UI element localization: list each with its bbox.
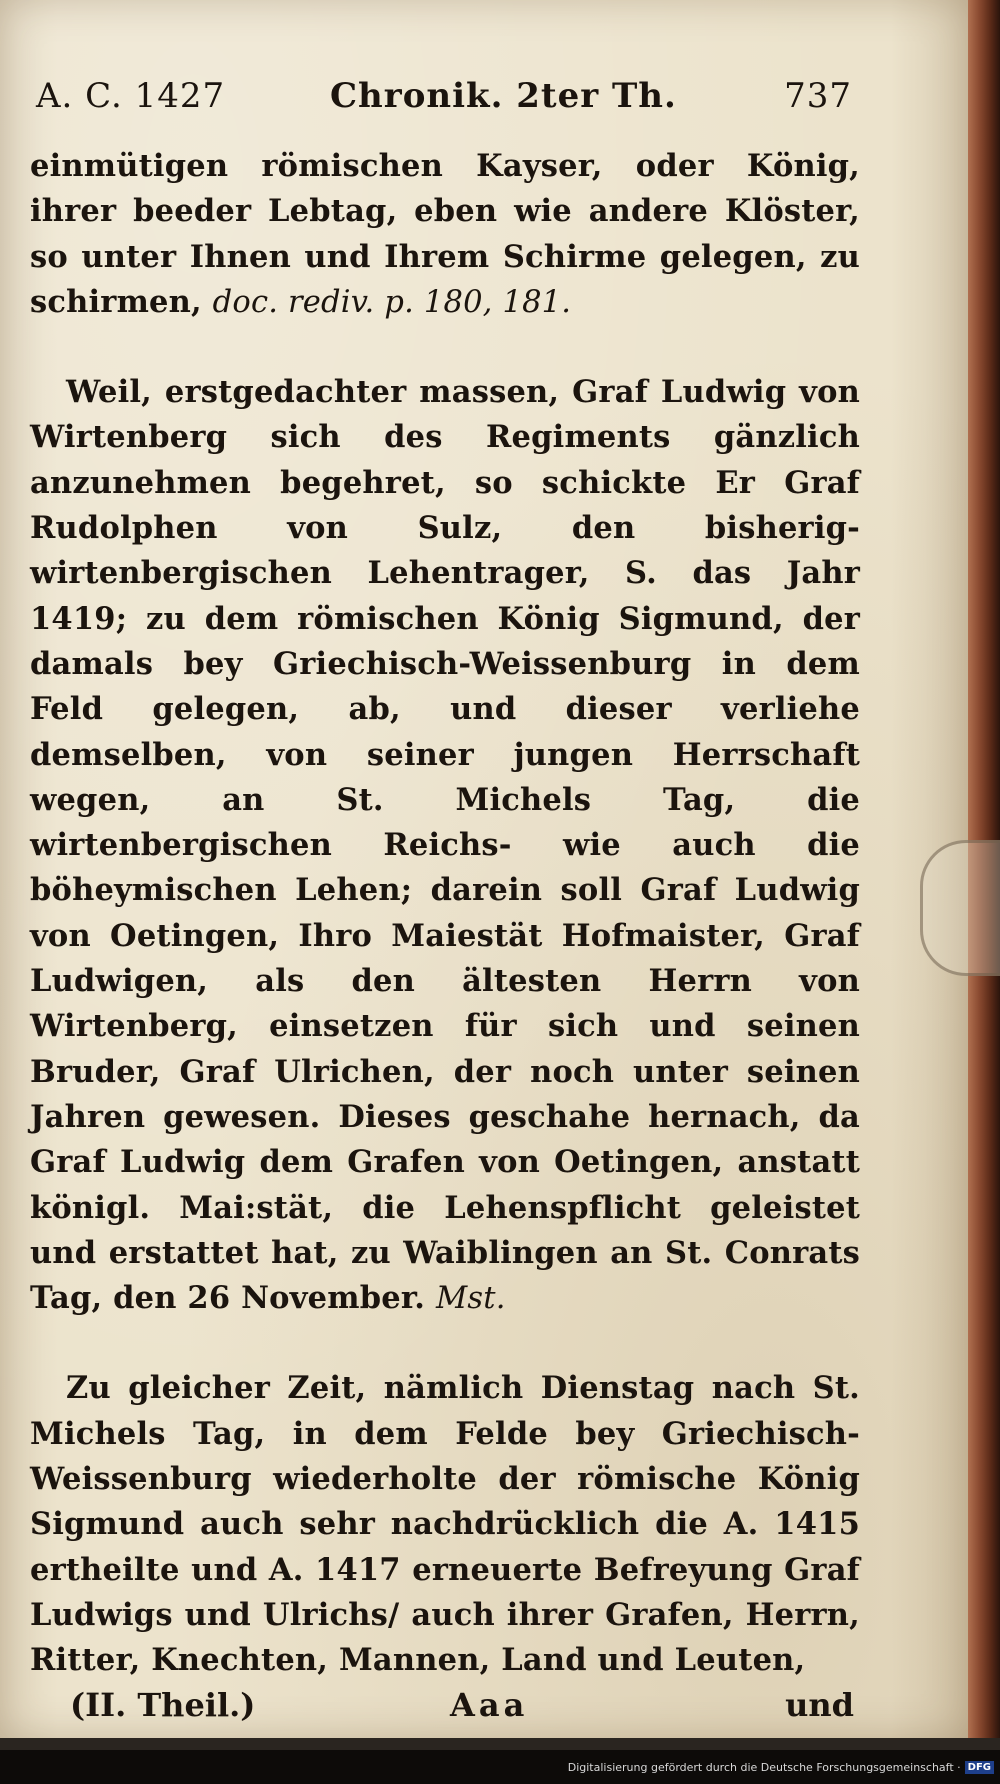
- page-text-block: [30, 76, 860, 1736]
- digitization-credit: [568, 1758, 994, 1776]
- paragraph-1: [30, 144, 860, 325]
- running-header: [30, 76, 860, 142]
- footer-catchword: und: [785, 1685, 854, 1724]
- page-footer: [30, 1686, 860, 1736]
- page-clip: [920, 840, 1000, 976]
- paragraph-3: [30, 1366, 860, 1683]
- page-number: 737: [784, 76, 852, 116]
- footer-volume: (II. Theil.): [70, 1685, 256, 1724]
- paragraph-3-text: Zu gleicher Zeit, nämlich Dienstag nach St. Michels Tag, in dem Felde bey Griechisch-Weissenburg wiederholte der römische König Sigmund auch sehr nachdrücklich die A. 1415 ertheilte und A. 1417 erneuerte Befreyung Graf Ludwigs und Ulrichs/ auch ihrer Grafen, Herrn, Ritter, Knechten, Mannen, Land und Leuten,: [30, 1370, 860, 1679]
- paragraph-2: [30, 370, 860, 1321]
- paragraph-1-text: einmütigen römischen Kayser, oder König, ihrer beeder Lebtag, eben wie andere Klöster, so unter Ihnen und Ihrem Schirme gelegen, zu schirmen,: [30, 148, 860, 320]
- footer-signature: Aaa: [450, 1685, 529, 1724]
- paragraph-1-reference: doc. rediv. p. 180, 181.: [212, 284, 572, 320]
- paragraph-2-reference: Mst.: [435, 1281, 506, 1317]
- header-year: A. C. 1427: [36, 76, 226, 116]
- header-title: Chronik. 2ter Th.: [330, 76, 677, 116]
- paragraph-2-text: Weil, erstgedachter massen, Graf Ludwig von Wirtenberg sich des Regiments gänzlich anzunehmen begehret, so schickte Er Graf Rudolphen von Sulz, den bisherig-wirtenbergischen Lehentrager, S. das Jahr 1419; zu dem römischen König Sigmund, der damals bey Griechisch-Weissenburg in dem Feld gelegen, ab, und dieser verliehe demselben, von seiner jungen Herrschaft wegen, an St. Michels Tag, die wirtenbergischen Reichs- wie auch die böheymischen Lehen; darein soll Graf Ludwig von Oetingen, Ihro Maiestät Hofmaister, Graf Ludwigen, als den ältesten Herrn von Wirtenberg, einsetzen für sich und seinen Bruder, Graf Ulrichen, der noch unter seinen Jahren gewesen. Dieses geschahe hernach, da Graf Ludwig dem Grafen von Oetingen, anstatt königl. Mai:stät, die Lehenspflicht geleistet und erstattet hat, zu Waiblingen an St. Conrats Tag, den 26 November.: [30, 374, 860, 1317]
- dfg-logo: DFG: [965, 1761, 994, 1774]
- credit-text: Digitalisierung gefördert durch die Deutsche Forschungsgemeinschaft ·: [567, 1760, 961, 1774]
